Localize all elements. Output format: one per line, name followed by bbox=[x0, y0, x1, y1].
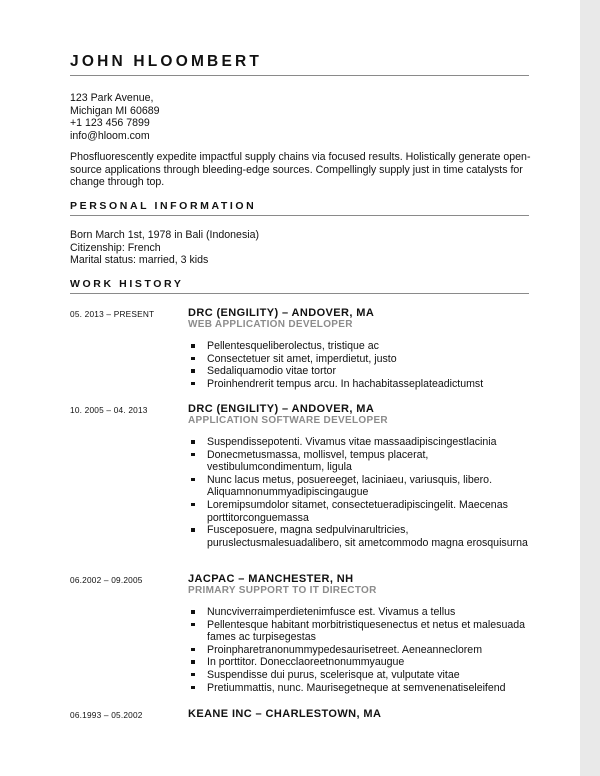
personal-info-divider bbox=[70, 215, 529, 216]
job-role: WEB APPLICATION DEVELOPER bbox=[188, 319, 353, 330]
bullet-item: Nunc lacus metus, posuereeget, laciniaeu, variusquis, libero. Aliquamnonummyadipiscingaugue bbox=[188, 474, 528, 499]
bullet-item: Donecmetusmassa, mollisvel, tempus placerat, vestibulumcondimentum, ligula bbox=[188, 449, 528, 474]
bullet-item: Nuncviverraimperdietenimfusce est. Vivamus a tellus bbox=[188, 606, 528, 619]
job-company: DRC (ENGILITY) – ANDOVER, MA bbox=[188, 403, 375, 415]
bullet-item: In porttitor. Donecclaoreetnonummyaugue bbox=[188, 656, 528, 669]
bullet-item: Suspendissepotenti. Vivamus vitae massaadipiscingestlacinia bbox=[188, 436, 528, 449]
job-company: KEANE INC – CHARLESTOWN, MA bbox=[188, 708, 382, 720]
job-company: DRC (ENGILITY) – ANDOVER, MA bbox=[188, 307, 375, 319]
address-line-2: Michigan MI 60689 bbox=[70, 104, 160, 117]
marital-status: Marital status: married, 3 kids bbox=[70, 254, 209, 267]
bullet-item: Sedaliquamodio vitae tortor bbox=[188, 365, 528, 378]
citizenship: Citizenship: French bbox=[70, 241, 161, 254]
bullet-item: Pretiummattis, nunc. Maurisegetneque at semvenenatiseleifend bbox=[188, 682, 528, 695]
bullet-item: Proinpharetranonummypedesaurisetreet. Aeneanneclorem bbox=[188, 644, 528, 657]
bullet-item: Pellentesqueliberolectus, tristique ac bbox=[188, 340, 528, 353]
summary: Phosfluorescently expedite impactful supply chains via focused results. Holistically generate open-source applications through bleeding-edge sources. Compellingly supply just in time catalysts for change through top. bbox=[70, 151, 531, 189]
job-dates: 06.1993 – 05.2002 bbox=[70, 710, 143, 720]
bullet-item: Loremipsumdolor sitamet, consectetueradipiscingelit. Maecenas porttitorconguemassa bbox=[188, 499, 528, 524]
work-history-divider bbox=[70, 293, 529, 294]
bullet-item: Suspendisse dui purus, scelerisque at, vulputate vitae bbox=[188, 669, 528, 682]
work-history-heading: WORK HISTORY bbox=[70, 278, 184, 290]
job-dates: 10. 2005 – 04. 2013 bbox=[70, 405, 148, 415]
job-dates: 06.2002 – 09.2005 bbox=[70, 575, 143, 585]
phone: +1 123 456 7899 bbox=[70, 117, 150, 130]
personal-info-heading: PERSONAL INFORMATION bbox=[70, 200, 257, 212]
job-bullets bbox=[188, 340, 528, 390]
job-role: PRIMARY SUPPORT TO IT DIRECTOR bbox=[188, 585, 377, 596]
bullet-item: Proinhendrerit tempus arcu. In hachabitasseplateadictumst bbox=[188, 378, 528, 391]
birth-info: Born March 1st, 1978 in Bali (Indonesia) bbox=[70, 229, 260, 241]
bullet-item: Pellentesque habitant morbitristiquesenectus et netus et malesuada fames ac turpisegestas bbox=[188, 619, 528, 644]
email: info@hloom.com bbox=[70, 129, 150, 142]
personal-info bbox=[70, 229, 259, 267]
bullet-item: Consectetuer sit amet, imperdietut, justo bbox=[188, 353, 528, 366]
address-line-1: 123 Park Avenue, bbox=[70, 92, 154, 104]
job-company: JACPAC – MANCHESTER, NH bbox=[188, 573, 354, 585]
job-dates: 05. 2013 – PRESENT bbox=[70, 309, 155, 319]
job-bullets bbox=[188, 436, 528, 549]
job-bullets bbox=[188, 606, 528, 694]
contact-block bbox=[70, 92, 160, 142]
candidate-name: JOHN HLOOMBERT bbox=[70, 53, 263, 70]
name-divider bbox=[70, 75, 529, 76]
bullet-item: Fusceposuere, magna sedpulvinarultricies, puruslectusmalesuadalibero, sit ametcommodo magna erosquisurna bbox=[188, 524, 528, 549]
job-role: APPLICATION SOFTWARE DEVELOPER bbox=[188, 415, 388, 426]
